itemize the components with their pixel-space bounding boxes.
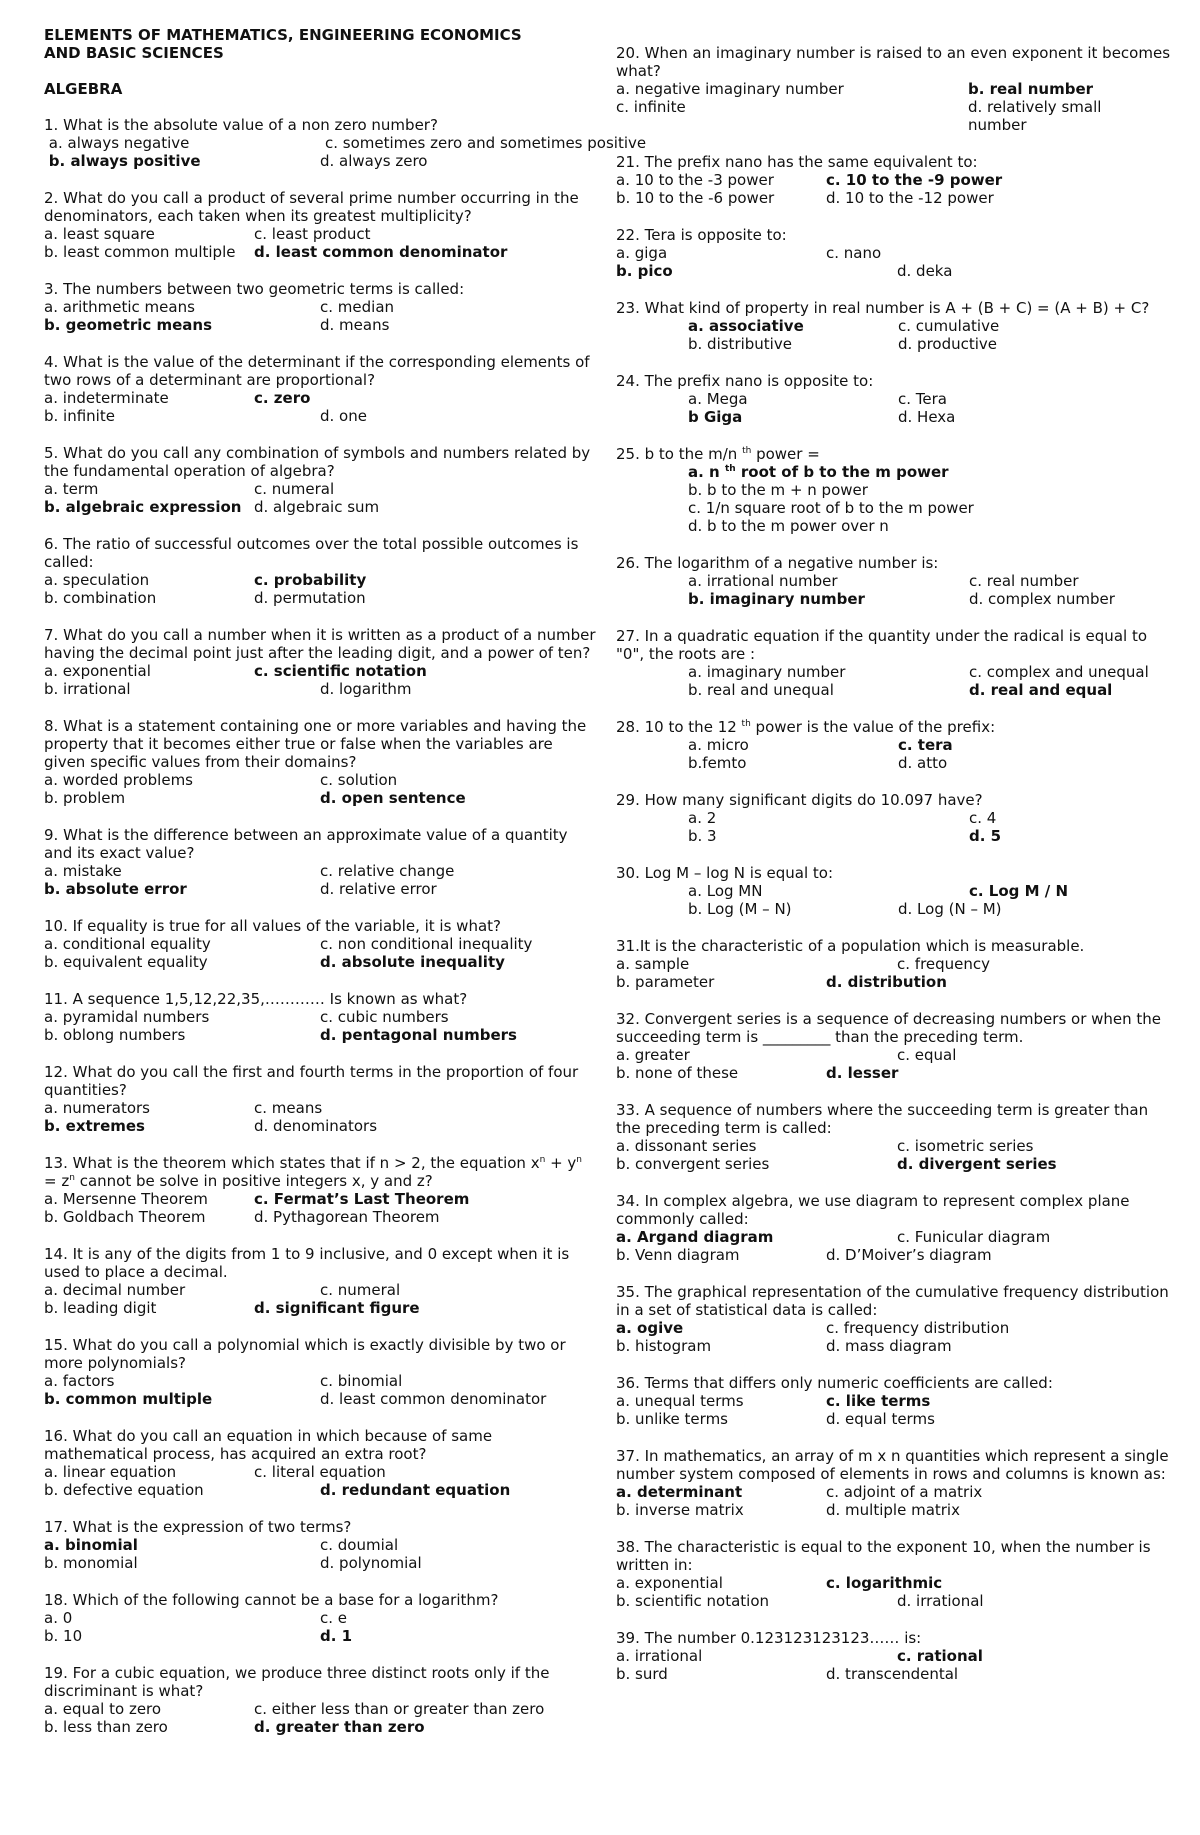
question-stem: 39. The number 0.123123123123…… is: [616,1629,922,1647]
option-a: a. Argand diagram [616,1228,774,1246]
question-stem: 33. A sequence of numbers where the succeeding term is greater than the preceding term is called: [616,1101,1149,1137]
question-stem: 31.It is the characteristic of a population which is measurable. [616,937,1085,955]
question-19 [44,1664,596,1736]
option-d: d. 1 [320,1627,353,1645]
question-8 [44,717,596,807]
option-b: b. distributive [688,335,792,353]
option-c: c. relative change [320,862,455,880]
question-stem: 22. Tera is opposite to: [616,226,787,244]
question-stem: 14. It is any of the digits from 1 to 9 inclusive, and 0 except when it is used to place a decimal. [44,1245,570,1281]
option-d: d. greater than zero [254,1718,425,1736]
question-7 [44,626,596,698]
option-c: c. least product [254,225,371,243]
question-15 [44,1336,596,1408]
option-d: d. redundant equation [320,1481,511,1499]
option-a: a. indeterminate [44,389,169,407]
option-d: d. distribution [826,973,947,991]
option-a: a. exponential [616,1574,723,1592]
option-a: a. unequal terms [616,1392,744,1410]
option-c: c. probability [254,571,367,589]
option-d: d. deka [897,262,953,280]
question-24 [616,372,1172,426]
option-d: d. 10 to the -12 power [826,189,994,207]
option-a: a. 2 [688,809,717,827]
option-d: d. relative error [320,880,437,898]
option-d: d. equal terms [826,1410,935,1428]
question-26 [616,554,1172,608]
option-c: c. tera [898,736,953,754]
question-9 [44,826,596,898]
option-c: c. logarithmic [826,1574,943,1592]
option-a: a. least square [44,225,155,243]
option-d: d. logarithm [320,680,412,698]
option-d: d. productive [898,335,998,353]
option-b: b. inverse matrix [616,1501,744,1519]
option-c: c. 4 [969,809,997,827]
question-stem: 27. In a quadratic equation if the quantity under the radical is equal to "0", the roots are : [616,627,1147,663]
question-stem: 24. The prefix nano is opposite to: [616,372,874,390]
option-d: d. lesser [826,1064,899,1082]
option-a: a. pyramidal numbers [44,1008,210,1026]
option-c: c. nano [826,244,882,262]
question-12 [44,1063,596,1135]
option-a: a. numerators [44,1099,150,1117]
option-c: c. either less than or greater than zero [254,1700,545,1718]
option-a: a. term [44,480,99,498]
question-18 [44,1591,596,1645]
option-d: d. least common denominator [254,243,508,261]
question-stem: 4. What is the value of the determinant if the corresponding elements of two rows of a determinant are proportional? [44,353,590,389]
question-stem: 5. What do you call any combination of symbols and numbers related by the fundamental operation of algebra? [44,444,591,480]
option-b: b. oblong numbers [44,1026,186,1044]
question-stem: 35. The graphical representation of the cumulative frequency distribution in a set of statistical data is called: [616,1283,1169,1319]
option-c: c. isometric series [897,1137,1034,1155]
option-c: c. 1/n square root of b to the m power [688,499,974,517]
question-30 [616,864,1172,918]
question-stem: 29. How many significant digits do 10.097 have? [616,791,983,809]
option-d: d. always zero [320,152,428,170]
option-a: a. n $^{th}$ root of b to the m power [688,463,949,481]
question-16 [44,1427,596,1499]
option-c: c. numeral [320,1281,401,1299]
option-b: b. combination [44,589,157,607]
question-stem: 7. What do you call a number when it is written as a product of a number having the decimal point just after the leading digit, and a power of ten? [44,626,596,662]
question-37 [616,1447,1172,1519]
question-20 [616,44,1172,134]
option-d: d. Log (N – M) [898,900,1002,918]
option-a: a. sample [616,955,690,973]
option-d: d. b to the m power over n [688,517,889,535]
question-stem: 13. What is the theorem which states that if n > 2, the equation $x^n + y^n = z^n$ cannot be solve in positive integers x, y and z? [44,1154,582,1190]
question-25 [616,445,1172,535]
question-stem: 26. The logarithm of a negative number is: [616,554,939,572]
option-b: b. infinite [44,407,115,425]
question-stem: 16. What do you call an equation in which because of same mathematical process, has acquired an extra root? [44,1427,493,1463]
question-2 [44,189,596,261]
option-a: a. Mersenne Theorem [44,1190,208,1208]
option-b: b. Goldbach Theorem [44,1208,206,1226]
question-33 [616,1101,1172,1173]
option-b: b. absolute error [44,880,187,898]
section-heading: ALGEBRA [44,80,123,98]
option-a: a. binomial [44,1536,138,1554]
option-d: d. denominators [254,1117,378,1135]
question-34 [616,1192,1172,1264]
option-b: b. Log (M – N) [688,900,792,918]
option-d: d. atto [898,754,948,772]
question-21 [616,153,1172,207]
option-c: c. infinite [616,98,686,116]
option-d: d. transcendental [826,1665,959,1683]
option-c: c. sometimes zero and sometimes positive [325,134,647,152]
option-b: b. least common multiple [44,243,236,261]
option-a: a. factors [44,1372,115,1390]
question-stem: 15. What do you call a polynomial which is exactly divisible by two or more polynomials? [44,1336,566,1372]
option-a: a. arithmetic means [44,298,195,316]
option-a: a. always negative [48,134,190,152]
question-stem: 38. The characteristic is equal to the exponent 10, when the number is written in: [616,1538,1151,1574]
option-a: a. decimal number [44,1281,186,1299]
question-stem: 10. If equality is true for all values of the variable, it is what? [44,917,501,935]
option-d: d. complex number [969,590,1115,608]
option-d: d. Pythagorean Theorem [254,1208,440,1226]
question-stem: 32. Convergent series is a sequence of decreasing numbers or when the succeeding term is _________ than the preceding term. [616,1010,1162,1046]
option-a: a. negative imaginary number [616,80,844,98]
question-stem: 37. In mathematics, an array of m x n quantities which represent a single number system composed of elements in rows and columns is known as: [616,1447,1169,1483]
option-a: a. ogive [616,1319,684,1337]
question-31 [616,937,1172,991]
option-c: c. numeral [254,480,335,498]
option-b: b. leading digit [44,1299,157,1317]
question-stem: 8. What is a statement containing one or more variables and having the property that it becomes either true or false when the variables are given specific values from their domains? [44,717,587,771]
question-stem: 36. Terms that differs only numeric coefficients are called: [616,1374,1053,1392]
question-stem: 30. Log M – log N is equal to: [616,864,834,882]
option-a: a. 10 to the -3 power [616,171,774,189]
option-a: a. equal to zero [44,1700,162,1718]
question-stem: 34. In complex algebra, we use diagram to represent complex plane commonly called: [616,1192,1130,1228]
question-17 [44,1518,596,1572]
question-13 [44,1154,596,1226]
option-b: b. pico [616,262,673,280]
option-d: d. pentagonal numbers [320,1026,517,1044]
option-d: d. permutation [254,589,366,607]
option-d: d. irrational [897,1592,984,1610]
question-11 [44,990,596,1044]
option-b: b. none of these [616,1064,739,1082]
option-a: a. greater [616,1046,690,1064]
option-b: b. 3 [688,827,717,845]
question-23 [616,299,1172,353]
option-c: c. complex and unequal [969,663,1149,681]
option-b: b. less than zero [44,1718,168,1736]
option-c: c. median [320,298,395,316]
option-c: c. e [320,1609,348,1627]
right-column [616,44,1172,1702]
question-39 [616,1629,1172,1683]
option-c: c. binomial [320,1372,403,1390]
option-c: c. scientific notation [254,662,427,680]
option-a: a. determinant [616,1483,743,1501]
option-b: b. monomial [44,1554,138,1572]
question-3 [44,280,596,334]
option-c: c. Funicular diagram [897,1228,1051,1246]
option-a: a. worded problems [44,771,193,789]
question-stem: 28. 10 to the 12 $^{th}$ power is the value of the prefix: [616,718,996,736]
option-b: b. b to the m + n power [688,481,868,499]
option-d: d. real and equal [969,681,1113,699]
question-29 [616,791,1172,845]
question-stem: 11. A sequence 1,5,12,22,35,………… Is known as what? [44,990,468,1008]
option-a: a. irrational number [688,572,838,590]
option-d: d. relatively small number [968,98,1102,134]
option-d: d. least common denominator [320,1390,547,1408]
option-a: a. giga [616,244,668,262]
option-d: d. significant figure [254,1299,420,1317]
question-14 [44,1245,596,1317]
option-b: b.femto [688,754,747,772]
option-b: b. always positive [48,152,201,170]
option-d: d. mass diagram [826,1337,952,1355]
option-d: d. algebraic sum [254,498,380,516]
question-28 [616,718,1172,772]
question-4 [44,353,596,425]
option-c: c. Tera [898,390,947,408]
option-b: b. geometric means [44,316,213,334]
option-b: b. equivalent equality [44,953,208,971]
option-c: c. frequency distribution [826,1319,1010,1337]
option-c: c. doumial [320,1536,399,1554]
option-b: b. 10 to the -6 power [616,189,775,207]
question-stem: 3. The numbers between two geometric terms is called: [44,280,465,298]
option-c: c. like terms [826,1392,931,1410]
question-36 [616,1374,1172,1428]
option-a: a. conditional equality [44,935,211,953]
option-a: a. Log MN [688,882,763,900]
question-stem: 12. What do you call the first and fourth terms in the proportion of four quantities? [44,1063,579,1099]
option-a: a. exponential [44,662,151,680]
option-b: b. surd [616,1665,668,1683]
option-d: d. divergent series [897,1155,1057,1173]
option-a: a. associative [688,317,804,335]
option-c: c. adjoint of a matrix [826,1483,983,1501]
question-stem: 23. What kind of property in real number is A + (B + C) = (A + B) + C? [616,299,1150,317]
question-22 [616,226,1172,280]
question-stem: 20. When an imaginary number is raised to an even exponent it becomes what? [616,44,1171,80]
question-stem: 25. b to the m/n $^{th}$ power = [616,445,820,463]
question-stem: 6. The ratio of successful outcomes over the total possible outcomes is called: [44,535,579,571]
question-stem: 17. What is the expression of two terms? [44,1518,352,1536]
option-b: b. real and unequal [688,681,834,699]
option-c: c. means [254,1099,323,1117]
question-10 [44,917,596,971]
option-c: c. Fermat’s Last Theorem [254,1190,470,1208]
question-stem: 19. For a cubic equation, we produce three distinct roots only if the discriminant is what? [44,1664,550,1700]
option-b: b. problem [44,789,126,807]
question-6 [44,535,596,607]
question-stem: 2. What do you call a product of several prime number occurring in the denominators, each taken when its greatest multiplicity? [44,189,579,225]
question-27 [616,627,1172,699]
option-b: b. 10 [44,1627,83,1645]
question-35 [616,1283,1172,1355]
option-b: b. scientific notation [616,1592,770,1610]
option-a: a. speculation [44,571,150,589]
question-stem: 18. Which of the following cannot be a base for a logarithm? [44,1591,499,1609]
question-stem: 9. What is the difference between an approximate value of a quantity and its exact value? [44,826,568,862]
option-c: c. zero [254,389,311,407]
option-b: b. unlike terms [616,1410,728,1428]
option-d: d. open sentence [320,789,466,807]
option-c: c. cubic numbers [320,1008,449,1026]
option-b: b. algebraic expression [44,498,242,516]
option-a: a. imaginary number [688,663,846,681]
option-a: a. Mega [688,390,748,408]
question-5 [44,444,596,516]
option-c: c. real number [969,572,1079,590]
option-c: c. cumulative [898,317,1000,335]
option-c: c. equal [897,1046,957,1064]
option-c: c. rational [897,1647,983,1665]
question-stem: 21. The prefix nano has the same equivalent to: [616,153,978,171]
option-b: b. Venn diagram [616,1246,740,1264]
option-b: b. convergent series [616,1155,770,1173]
option-b: b. real number [968,80,1094,98]
option-c: c. non conditional inequality [320,935,533,953]
option-a: a. dissonant series [616,1137,757,1155]
option-c: c. Log M / N [969,882,1069,900]
option-b: b Giga [688,408,743,426]
option-c: c. frequency [897,955,991,973]
option-c: c. solution [320,771,398,789]
option-a: a. 0 [44,1609,73,1627]
question-1 [44,116,647,170]
option-d: d. polynomial [320,1554,422,1572]
option-d: d. D’Moiver’s diagram [826,1246,992,1264]
option-b: b. parameter [616,973,715,991]
option-b: b. irrational [44,680,131,698]
question-32 [616,1010,1172,1082]
option-d: d. means [320,316,390,334]
option-b: b. defective equation [44,1481,204,1499]
option-c: c. 10 to the -9 power [826,171,1003,189]
option-a: a. irrational [616,1647,703,1665]
option-b: b. common multiple [44,1390,213,1408]
option-c: c. literal equation [254,1463,386,1481]
option-d: d. multiple matrix [826,1501,960,1519]
option-a: a. micro [688,736,749,754]
option-d: d. Hexa [898,408,956,426]
option-a: a. mistake [44,862,122,880]
option-b: b. extremes [44,1117,145,1135]
option-d: d. 5 [969,827,1002,845]
question-38 [616,1538,1172,1610]
option-b: b. imaginary number [688,590,865,608]
option-d: d. one [320,407,367,425]
option-a: a. linear equation [44,1463,177,1481]
document-title: ELEMENTS OF MATHEMATICS, ENGINEERING ECONOMICS AND BASIC SCIENCES [44,26,522,62]
option-b: b. histogram [616,1337,712,1355]
question-stem: 1. What is the absolute value of a non zero number? [44,116,438,134]
option-d: d. absolute inequality [320,953,505,971]
